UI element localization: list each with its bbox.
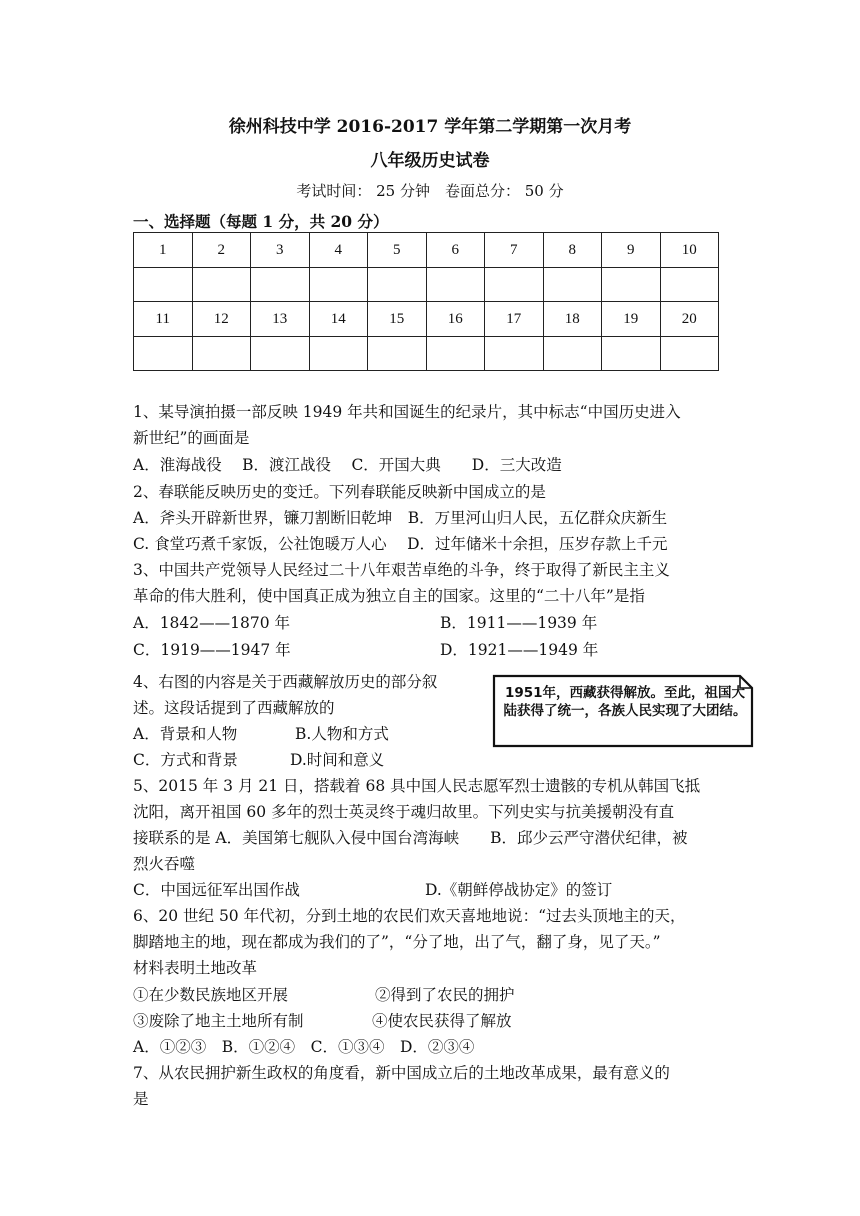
option-d: D.时间和意义 [290, 751, 385, 769]
statement-4: ④使农民获得了解放 [372, 1012, 512, 1030]
option-d: D.《朝鲜停战协定》的签订 [425, 881, 613, 899]
answer-cell[interactable] [426, 337, 485, 371]
grid-number: 6 [426, 233, 485, 268]
answer-grid-blank-row [134, 337, 719, 371]
grid-number: 10 [660, 233, 719, 268]
answer-cell[interactable] [192, 268, 251, 302]
answer-cell[interactable] [602, 268, 661, 302]
grid-number: 12 [192, 302, 251, 337]
answer-cell[interactable] [368, 337, 427, 371]
grid-number: 18 [543, 302, 602, 337]
grid-number: 13 [251, 302, 310, 337]
statement-1: ①在少数民族地区开展 [133, 986, 289, 1004]
option-c: C．方式和背景 [133, 751, 238, 769]
question-line: 6、20 世纪 50 年代初，分到土地的农民们欢天喜地地说：“过去头顶地主的天， [133, 907, 686, 925]
option-b: B．1911——1939 年 [440, 614, 598, 632]
grid-number: 11 [134, 302, 193, 337]
grid-number: 14 [309, 302, 368, 337]
question-line: 是 [133, 1090, 149, 1108]
answer-grid-blank-row [134, 268, 719, 302]
answer-cell[interactable] [251, 268, 310, 302]
grid-number: 3 [251, 233, 310, 268]
question-options: A．淮海战役 B．渡江战役 C．开国大典 D．三大改造 [133, 456, 562, 474]
question-options: A．斧头开辟新世界，镰刀割断旧乾坤 B．万里河山归人民，五亿群众庆新生 [133, 509, 668, 527]
option-c: C．1919——1947 年 [133, 641, 291, 659]
grid-number: 9 [602, 233, 661, 268]
question-line: 7、从农民拥护新生政权的角度看，新中国成立后的土地改革成果，最有意义的 [133, 1064, 670, 1082]
grid-number: 19 [602, 302, 661, 337]
question-line: 新世纪”的画面是 [133, 429, 250, 447]
option-d: D．1921——1949 年 [440, 641, 599, 659]
option-a: A．1842——1870 年 [133, 614, 291, 632]
answer-cell[interactable] [485, 337, 544, 371]
answer-cell[interactable] [251, 337, 310, 371]
answer-cell[interactable] [602, 337, 661, 371]
exam-title: 徐州科技中学 2016-2017 学年第二学期第一次月考 [228, 117, 632, 137]
answer-cell[interactable] [309, 268, 368, 302]
grid-number: 8 [543, 233, 602, 268]
grid-number: 7 [485, 233, 544, 268]
question-line: 脚踏地主的地，现在都成为我们的了”，“分了地，出了气，翻了身，见了天。” [133, 933, 661, 951]
exam-info: 考试时间： 25 分钟 卷面总分： 50 分 [296, 182, 564, 200]
question-line: 接联系的是 A．美国第七舰队入侵中国台湾海峡 B．邱少云严守潜伏纪律，被 [133, 829, 688, 847]
section-heading: 一、选择题（每题 1 分，共 20 分） [133, 212, 389, 231]
question-line: 沈阳，离开祖国 60 多年的烈士英灵终于魂归故里。下列史实与抗美援朝没有直 [133, 803, 675, 821]
answer-grid-number-row [134, 302, 719, 337]
question-line: 3、中国共产党领导人民经过二十八年艰苦卓绝的斗争，终于取得了新民主主义 [133, 561, 670, 579]
question-line: 4、右图的内容是关于西藏解放历史的部分叙 [133, 673, 438, 691]
exam-subtitle: 八年级历史试卷 [370, 151, 490, 171]
grid-number: 5 [368, 233, 427, 268]
grid-number: 15 [368, 302, 427, 337]
answer-cell[interactable] [134, 268, 193, 302]
question-line: 述。这段话提到了西藏解放的 [133, 699, 335, 717]
statement-2: ②得到了农民的拥护 [375, 986, 515, 1004]
answer-cell[interactable] [368, 268, 427, 302]
tibet-note-text: 1951年，西藏获得解放。至此，祖国大陆获得了统一，各族人民实现了大团结。 [503, 685, 747, 719]
answer-cell[interactable] [192, 337, 251, 371]
question-options: A．①②③ B．①②④ C．①③④ D．②③④ [133, 1038, 475, 1056]
option-a: A．背景和人物 [133, 725, 238, 743]
answer-cell[interactable] [660, 337, 719, 371]
grid-number: 17 [485, 302, 544, 337]
grid-number: 2 [192, 233, 251, 268]
question-line: 2、春联能反映历史的变迁。下列春联能反映新中国成立的是 [133, 483, 546, 501]
answer-cell[interactable] [309, 337, 368, 371]
answer-cell[interactable] [543, 337, 602, 371]
option-c: C．中国远征军出国作战 [133, 881, 300, 899]
grid-number: 20 [660, 302, 719, 337]
answer-grid [133, 232, 719, 371]
option-b: B.人物和方式 [295, 725, 389, 743]
statement-3: ③废除了地主土地所有制 [133, 1012, 304, 1030]
question-line: 1、某导演拍摄一部反映 1949 年共和国诞生的纪录片，其中标志“中国历史进入 [133, 403, 681, 421]
question-options: C. 食堂巧煮千家饭，公社饱暖万人心 D．过年储米十余担，压岁存款上千元 [133, 535, 668, 553]
grid-number: 4 [309, 233, 368, 268]
answer-cell[interactable] [543, 268, 602, 302]
question-line: 革命的伟大胜利，使中国真正成为独立自主的国家。这里的“二十八年”是指 [133, 587, 645, 605]
answer-grid-number-row [134, 233, 719, 268]
answer-cell[interactable] [134, 337, 193, 371]
question-line: 材料表明土地改革 [133, 959, 258, 977]
answer-cell[interactable] [485, 268, 544, 302]
answer-cell[interactable] [660, 268, 719, 302]
question-line: 烈火吞噬 [133, 855, 196, 873]
question-line: 5、2015 年 3 月 21 日，搭载着 68 具中国人民志愿军烈士遗骸的专机从韩国飞抵 [133, 777, 701, 795]
grid-number: 16 [426, 302, 485, 337]
grid-number: 1 [134, 233, 193, 268]
answer-cell[interactable] [426, 268, 485, 302]
